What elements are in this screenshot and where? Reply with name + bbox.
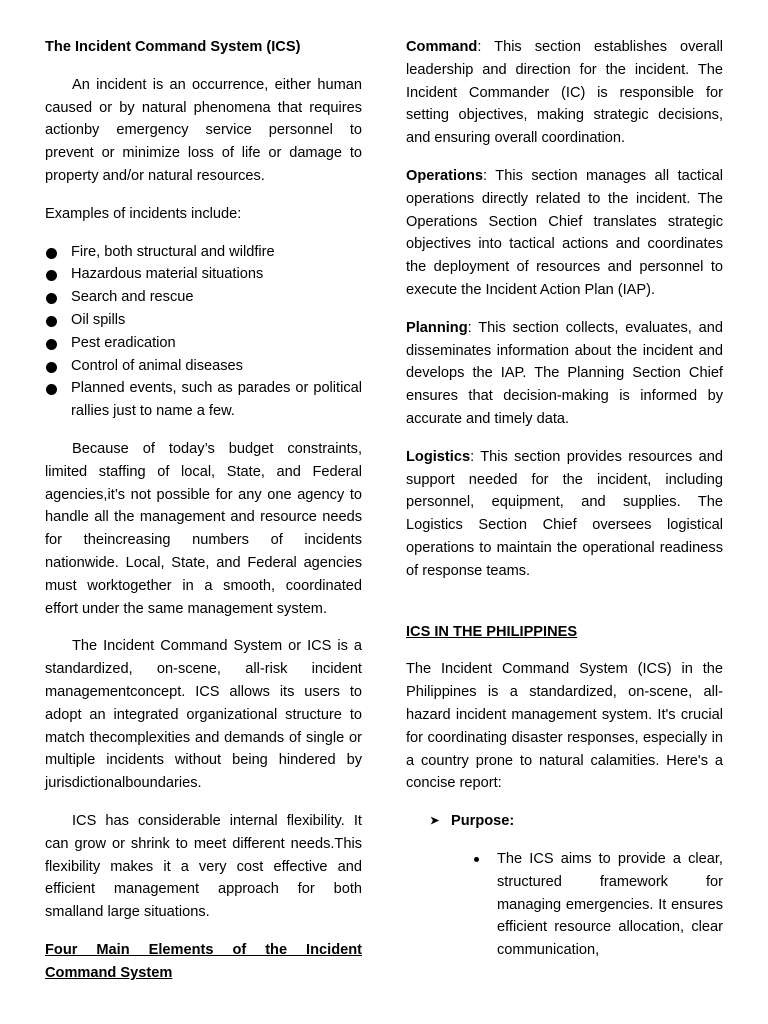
list-item: Oil spills xyxy=(45,309,362,332)
section-planning: Planning: This section collects, evaluates, and disseminates information about the incident and develops the IAP. The Planning Section Chief ensures that decision-making is informed by accurate and timely data. xyxy=(406,319,723,427)
philippines-heading: ICS IN THE PHILIPPINES xyxy=(406,623,578,640)
bullet-icon xyxy=(46,248,57,259)
section-operations: Operations: This section manages all tactical operations directly related to the incident. The Operations Section Chief translates strategic objectives into tactical actions and coordinates the deployment of resources and personnel to execute the Incident Action Plan (IAP). xyxy=(406,167,723,298)
bullet-icon xyxy=(46,293,57,304)
section-command: Command: This section establishes overall leadership and direction for the incident. The Incident Commander (IC) is responsible for setting objectives, making strategic decisions, and ensuring overall coordination. xyxy=(406,39,723,147)
purpose-bullet: The ICS aims to provide a clear, structured framework for managing emergencies. It ensures efficient resource allocation, clear communication, xyxy=(406,848,723,962)
left-column xyxy=(45,36,362,984)
right-column xyxy=(406,36,723,962)
list-item: Search and rescue xyxy=(45,286,362,309)
philippines-intro: The Incident Command System (ICS) in the Philippines is a standardized, on-scene, all-hazard incident management system. It's crucial for coordinating disaster responses, especially in a country prone to natural calamities. Here's a concise report: xyxy=(406,661,723,792)
list-item: Pest eradication xyxy=(45,332,362,355)
bullet-icon xyxy=(474,857,479,862)
examples-list xyxy=(45,241,362,423)
purpose-item xyxy=(406,810,723,833)
list-item: Planned events, such as parades or political rallies just to name a few. xyxy=(45,377,362,423)
bullet-icon xyxy=(46,339,57,350)
examples-label: Examples of incidents include: xyxy=(45,205,242,222)
bullet-icon xyxy=(46,270,57,281)
budget-paragraph: Because of today’s budget constraints, limited staffing of local, State, and Federal agencies,it’s not possible for any one agency to handle all the management and resource needs for theincreasing numbers of incidents nationwide. Local, State, and Federal agencies must worktogether in a smooth, coordinated effort under the same management system. xyxy=(45,440,362,617)
bullet-icon xyxy=(46,362,57,373)
spacer xyxy=(406,583,723,621)
list-item: Hazardous material situations xyxy=(45,263,362,286)
intro-paragraph: An incident is an occurrence, either human caused or by natural phenomena that requires actionby emergency service personnel to prevent or minimize loss of life or damage to property and/or natural resources. xyxy=(45,76,362,184)
section-term: Command xyxy=(406,39,478,55)
section-logistics: Logistics: This section provides resources and support needed for the incident, including personnel, equipment, and supplies. The Logistics Section Chief oversees logistical operations to maintain the operational readiness of response teams. xyxy=(406,448,723,579)
purpose-label: Purpose: xyxy=(451,813,515,830)
ics-definition-paragraph: The Incident Command System or ICS is a standardized, on-scene, all-risk incident managementconcept. ICS allows its users to adopt an integrated organizational structure to match thecomplexities and demands of single or multiple incidents without being hindered by jurisdictionalboundaries. xyxy=(45,638,362,792)
list-item: Control of animal diseases xyxy=(45,355,362,378)
bullet-icon xyxy=(46,384,57,395)
four-elements-heading: Four Main Elements of the Incident Command System xyxy=(45,941,362,981)
bullet-icon xyxy=(46,316,57,327)
section-term: Planning xyxy=(406,319,468,336)
list-item: Fire, both structural and wildfire xyxy=(45,241,362,264)
section-term: Logistics xyxy=(406,448,471,465)
section-term: Operations xyxy=(406,167,484,184)
flexibility-paragraph: ICS has considerable internal flexibility. It can grow or shrink to meet different needs.This flexibility makes it a very cost effective and efficient management approach for both smalland large situations. xyxy=(45,812,362,921)
arrow-bullet-icon: ➤ xyxy=(430,815,440,828)
document-title: The Incident Command System (ICS) xyxy=(45,39,301,55)
